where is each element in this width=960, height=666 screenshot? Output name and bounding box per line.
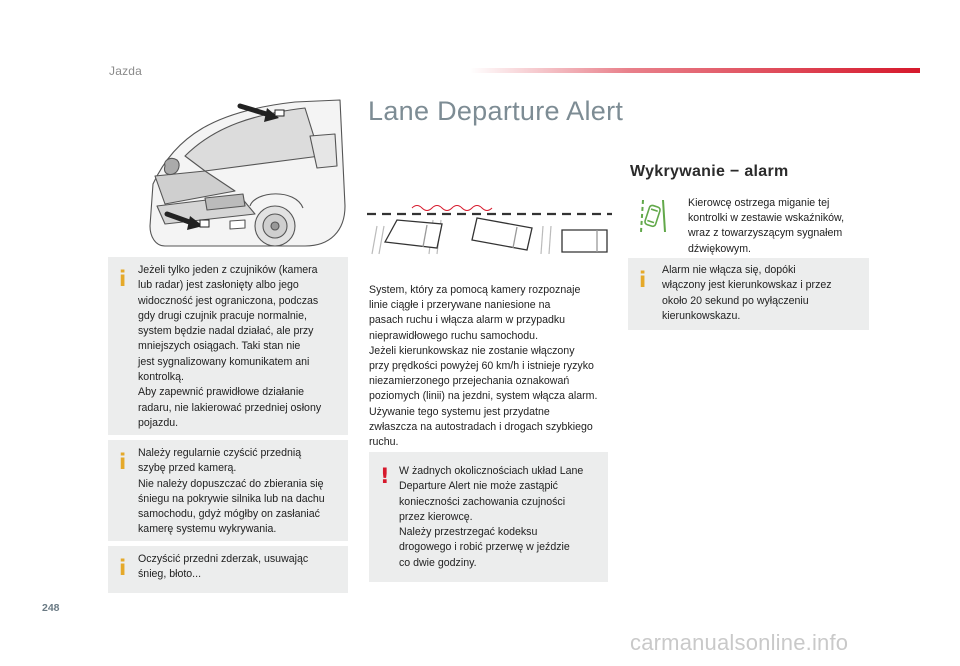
- info-icon: i: [639, 268, 647, 292]
- warning-icon: !: [380, 464, 390, 488]
- watermark: carmanualsonline.info: [630, 630, 849, 655]
- note-box-camera: [108, 440, 348, 541]
- van-top-view-2: [472, 218, 532, 250]
- note-text-bumper: Oczyścić przedni zderzak, usuwając śnieg, błoto...: [138, 553, 309, 581]
- note-text-camera: Należy regularnie czyścić przednią szybę przed kamerą. Nie należy dopuszczać do zbierania się śniegu na pokrywie silnika lub na dachu samochodu, gdyż mógłby on zasłaniać kamerę systemu wykrywania.: [138, 447, 325, 536]
- header-accent-bar: [470, 68, 920, 73]
- page-title: Lane Departure Alert: [368, 96, 624, 126]
- note-box-sensors: [108, 257, 348, 435]
- lane-departure-diagram: [367, 190, 612, 258]
- van-top-view-3: [562, 230, 607, 252]
- section-label: Jazda: [109, 64, 143, 78]
- detection-note-text: Alarm nie włącza się, dopóki włączony jest kierunkowskaz i przez około 20 sekund po wyłączeniu kierunkowskazu.: [662, 264, 832, 322]
- info-icon: i: [119, 556, 127, 580]
- van-sensors-illustration: [145, 96, 350, 266]
- detection-heading: Wykrywanie − alarm: [630, 163, 789, 180]
- warning-box: [369, 452, 608, 582]
- warning-text: W żadnych okolicznościach układ Lane Departure Alert nie może zastąpić konieczności zachowania czujności przez kierowcę. Należy przestrzegać kodeksu drogowego i robić przerwę w jeździe co dwie godziny.: [399, 465, 584, 569]
- note-text-sensors: Jeżeli tylko jeden z czujników (kamera lub radar) jest zasłonięty albo jego widoczność jest ograniczona, podczas gdy drugi czujnik pracuje normalnie, system będzie nadal działać, ale przy mniejszych osiągach. Taki stan nie jest sygnalizowany komunikatem ani kontrolką. Aby zapewnić prawidłowe działanie radaru, nie lakierować przedniej osłony pojazdu.: [138, 264, 322, 429]
- van-top-view-1: [385, 220, 442, 248]
- system-description: System, który za pomocą kamery rozpoznaje linie ciągłe i przerywane naniesione na pasach ruchu i włącza alarm w przypadku nieprawidłowego ruchu samochodu. Jeżeli kierunkowskaz nie zostanie włączony przy prędkości powyżej 60 km/h i istnieje ryzyko niezamierzonego przejechania oznakowań poziomych (linii) na jezdni, system włącza alarm. Używanie tego systemu jest przydatne zwłaszcza na autostradach i drogach szybkiego ruchu.: [369, 284, 598, 449]
- info-icon: i: [119, 450, 127, 474]
- detection-note-box: [628, 258, 869, 330]
- page-number: 248: [42, 602, 60, 614]
- info-icon: i: [119, 267, 127, 291]
- note-box-bumper: [108, 546, 348, 593]
- lane-departure-indicator-icon: [640, 198, 666, 234]
- alert-wave-icon: [412, 206, 492, 211]
- indicator-description: Kierowcę ostrzega miganie tej kontrolki w zestawie wskaźników, wraz z towarzyszącym sygnałem dźwiękowym.: [688, 197, 845, 255]
